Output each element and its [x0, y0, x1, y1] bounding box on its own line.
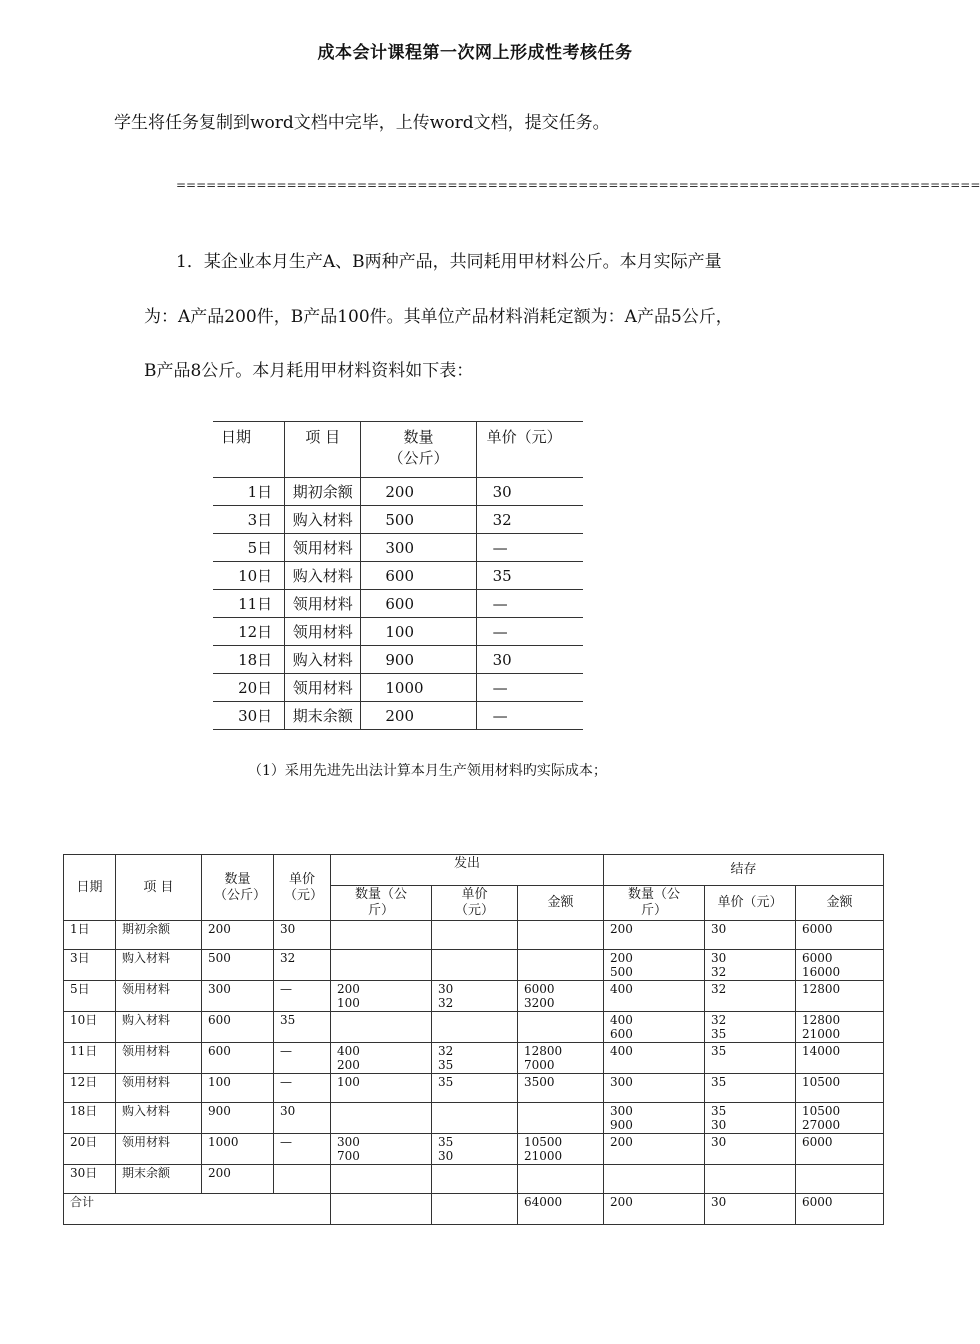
cell-bal-price: 32 [705, 981, 796, 1012]
cell-issue-qty [331, 950, 432, 981]
cell-price: 32 [476, 506, 583, 534]
cell-date: 10日 [64, 1012, 116, 1043]
cell-issue-price [432, 921, 518, 950]
ledger-table-row [64, 981, 884, 1012]
cell-date: 10日 [213, 562, 285, 590]
cell-price: — [274, 1043, 331, 1074]
cell-date: 11日 [64, 1043, 116, 1074]
cell-qty: 100 [361, 618, 476, 646]
cell-qty: 500 [361, 506, 476, 534]
cell-price: 30 [274, 921, 331, 950]
material-table-row [213, 674, 583, 702]
cell-bal-price: 30 32 [705, 950, 796, 981]
cell-issue-qty: 300 700 [331, 1134, 432, 1165]
cell-item: 购入材料 [285, 646, 361, 674]
cell-item: 购入材料 [285, 506, 361, 534]
cell-bal-price: 35 [705, 1043, 796, 1074]
cell-date: 18日 [64, 1103, 116, 1134]
material-data-table [213, 421, 583, 730]
material-table-row [213, 646, 583, 674]
cell-qty: 300 [202, 981, 274, 1012]
cell-item: 购入材料 [116, 950, 202, 981]
instruction-text: 学生将任务复制到word文档中完毕，上传word文档，提交任务。 [114, 113, 610, 133]
cell-item: 期初余额 [116, 921, 202, 950]
cell-date: 20日 [64, 1134, 116, 1165]
cell-item: 购入材料 [116, 1103, 202, 1134]
cell-issue-amount [518, 1103, 604, 1134]
cell-qty: 200 [361, 478, 476, 506]
material-table-row [213, 506, 583, 534]
ledger-table-row [64, 950, 884, 981]
cell-qty: 100 [202, 1074, 274, 1103]
ledger-table-row [64, 1043, 884, 1074]
cell-bal-qty: 400 600 [604, 1012, 705, 1043]
cell-price: — [274, 981, 331, 1012]
cell-issue-price [432, 1103, 518, 1134]
cell-bal-qty [604, 1165, 705, 1194]
cell-qty: 200 [361, 702, 476, 730]
cell-price: 35 [274, 1012, 331, 1043]
cell-issue-amount [518, 1165, 604, 1194]
cell-price: — [476, 590, 583, 618]
cell-qty: 300 [361, 534, 476, 562]
ledger-header-issue-amount: 金额 [518, 886, 604, 921]
cell-date: 1日 [213, 478, 285, 506]
ledger-header-issue-qty: 数量（公斤） [331, 886, 432, 921]
cell-date: 12日 [213, 618, 285, 646]
material-table-body [213, 478, 583, 730]
ledger-header-item: 项 目 [116, 855, 202, 921]
cell-bal-amount: 6000 [796, 1134, 884, 1165]
ledger-table-row [64, 1165, 884, 1194]
header-qty-line2: （公斤） [388, 449, 449, 467]
cell-bal-amount: 10500 27000 [796, 1103, 884, 1134]
cell-qty: 600 [361, 562, 476, 590]
ledger-total-issue-price [432, 1194, 518, 1225]
cell-bal-price: 30 [705, 921, 796, 950]
ledger-header-bal-qty: 数量（公斤） [604, 886, 705, 921]
ledger-header-bal-price: 单价（元） [705, 886, 796, 921]
cell-item: 领用材料 [116, 1043, 202, 1074]
cell-bal-qty: 200 [604, 1134, 705, 1165]
cell-bal-qty: 400 [604, 981, 705, 1012]
cell-date: 5日 [213, 534, 285, 562]
ledger-total-bal-qty: 200 [604, 1194, 705, 1225]
cell-price: — [476, 618, 583, 646]
cell-qty: 200 [202, 1165, 274, 1194]
ledger-header-bal-amount: 金额 [796, 886, 884, 921]
cell-date: 30日 [64, 1165, 116, 1194]
cell-date: 18日 [213, 646, 285, 674]
material-table-row [213, 590, 583, 618]
material-table-row [213, 618, 583, 646]
cell-price: — [274, 1134, 331, 1165]
cell-issue-amount: 6000 3200 [518, 981, 604, 1012]
ledger-header-balance: 结存 [604, 855, 884, 886]
cell-issue-amount: 3500 [518, 1074, 604, 1103]
material-table-row [213, 478, 583, 506]
cell-issue-amount [518, 950, 604, 981]
cell-item: 领用材料 [116, 1134, 202, 1165]
material-table-row [213, 702, 583, 730]
cell-bal-price: 35 [705, 1074, 796, 1103]
cell-issue-qty [331, 1165, 432, 1194]
cell-qty: 500 [202, 950, 274, 981]
cell-item: 领用材料 [285, 618, 361, 646]
cell-issue-price: 32 35 [432, 1043, 518, 1074]
cell-date: 3日 [213, 506, 285, 534]
cell-price [274, 1165, 331, 1194]
cell-item: 领用材料 [116, 1074, 202, 1103]
cell-qty: 1000 [202, 1134, 274, 1165]
question-line-1: 1．某企业本月生产A、B两种产品，共同耗用甲材料公斤。本月实际产量 [176, 252, 722, 272]
cell-item: 领用材料 [285, 590, 361, 618]
cell-price: — [476, 674, 583, 702]
cell-bal-amount: 10500 [796, 1074, 884, 1103]
ledger-table-row [64, 1134, 884, 1165]
cell-bal-amount [796, 1165, 884, 1194]
fifo-ledger-table [63, 854, 884, 1225]
cell-bal-amount: 6000 16000 [796, 950, 884, 981]
cell-issue-amount [518, 921, 604, 950]
cell-bal-qty: 300 900 [604, 1103, 705, 1134]
ledger-header-row-1 [64, 855, 884, 886]
cell-price: 30 [274, 1103, 331, 1134]
cell-bal-amount: 12800 21000 [796, 1012, 884, 1043]
question-line-2: 为：A产品200件，B产品100件。其单位产品材料消耗定额为：A产品5公斤， [144, 307, 733, 327]
ledger-total-bal-amount: 6000 [796, 1194, 884, 1225]
cell-bal-qty: 400 [604, 1043, 705, 1074]
cell-bal-price: 32 35 [705, 1012, 796, 1043]
cell-date: 20日 [213, 674, 285, 702]
cell-bal-qty: 200 [604, 921, 705, 950]
ledger-table-body [64, 921, 884, 1194]
cell-issue-qty [331, 921, 432, 950]
cell-issue-qty: 400 200 [331, 1043, 432, 1074]
cell-bal-qty: 300 [604, 1074, 705, 1103]
material-table-header [213, 422, 583, 478]
subquestion-text: （1）采用先进先出法计算本月生产领用材料旳实际成本； [248, 763, 607, 779]
ledger-table-row [64, 1012, 884, 1043]
cell-bal-amount: 12800 [796, 981, 884, 1012]
cell-issue-price: 35 [432, 1074, 518, 1103]
cell-issue-qty [331, 1012, 432, 1043]
cell-bal-qty: 200 500 [604, 950, 705, 981]
cell-item: 领用材料 [285, 534, 361, 562]
page-title: 成本会计课程第一次网上形成性考核任务 [317, 43, 633, 63]
cell-qty: 600 [202, 1012, 274, 1043]
ledger-total-row [64, 1194, 884, 1225]
cell-bal-price: 30 [705, 1134, 796, 1165]
cell-qty: 200 [202, 921, 274, 950]
cell-issue-qty [331, 1103, 432, 1134]
header-date: 日期 [213, 422, 285, 478]
cell-issue-price: 30 32 [432, 981, 518, 1012]
cell-price: 35 [476, 562, 583, 590]
ledger-total-issue-amount: 64000 [518, 1194, 604, 1225]
cell-issue-amount [518, 1012, 604, 1043]
cell-item: 期末余额 [285, 702, 361, 730]
cell-qty: 900 [361, 646, 476, 674]
cell-date: 12日 [64, 1074, 116, 1103]
ledger-table-row [64, 1103, 884, 1134]
cell-issue-amount: 12800 7000 [518, 1043, 604, 1074]
ledger-total-label: 合计 [64, 1194, 331, 1225]
cell-qty: 900 [202, 1103, 274, 1134]
cell-bal-amount: 14000 [796, 1043, 884, 1074]
cell-issue-price: 35 30 [432, 1134, 518, 1165]
cell-qty: 1000 [361, 674, 476, 702]
cell-date: 5日 [64, 981, 116, 1012]
cell-bal-price: 35 30 [705, 1103, 796, 1134]
cell-issue-price [432, 1012, 518, 1043]
ledger-table-row [64, 1074, 884, 1103]
cell-date: 11日 [213, 590, 285, 618]
ledger-total-issue-qty [331, 1194, 432, 1225]
cell-qty: 600 [361, 590, 476, 618]
cell-issue-qty: 100 [331, 1074, 432, 1103]
ledger-total-bal-price: 30 [705, 1194, 796, 1225]
cell-date: 3日 [64, 950, 116, 981]
cell-item: 期初余额 [285, 478, 361, 506]
cell-issue-price [432, 1165, 518, 1194]
cell-item: 购入材料 [285, 562, 361, 590]
cell-qty: 600 [202, 1043, 274, 1074]
material-table-row [213, 562, 583, 590]
cell-item: 领用材料 [285, 674, 361, 702]
cell-item: 领用材料 [116, 981, 202, 1012]
cell-date: 30日 [213, 702, 285, 730]
cell-bal-amount: 6000 [796, 921, 884, 950]
cell-price: — [476, 534, 583, 562]
separator-line: ================================================================================ [176, 178, 980, 192]
cell-price: 30 [476, 646, 583, 674]
ledger-header-issue-price: 单价（元） [432, 886, 518, 921]
cell-price: — [476, 702, 583, 730]
material-table-row [213, 534, 583, 562]
cell-price: — [274, 1074, 331, 1103]
cell-price: 32 [274, 950, 331, 981]
question-line-3: B产品8公斤。本月耗用甲材料资料如下表： [144, 361, 474, 381]
ledger-header-date: 日期 [64, 855, 116, 921]
cell-issue-price [432, 950, 518, 981]
cell-date: 1日 [64, 921, 116, 950]
cell-item: 期末余额 [116, 1165, 202, 1194]
ledger-header-qty: 数量（公斤） [202, 855, 274, 921]
cell-price: 30 [476, 478, 583, 506]
header-qty [361, 422, 476, 478]
ledger-table-row [64, 921, 884, 950]
header-price: 单价（元） [476, 422, 583, 478]
cell-issue-amount: 10500 21000 [518, 1134, 604, 1165]
cell-issue-qty: 200 100 [331, 981, 432, 1012]
ledger-header-price: 单价（元） [274, 855, 331, 921]
ledger-header-issue: 发出 [331, 855, 604, 886]
header-item: 项 目 [285, 422, 361, 478]
cell-bal-price [705, 1165, 796, 1194]
header-qty-line1: 数量 [403, 428, 434, 446]
cell-item: 购入材料 [116, 1012, 202, 1043]
